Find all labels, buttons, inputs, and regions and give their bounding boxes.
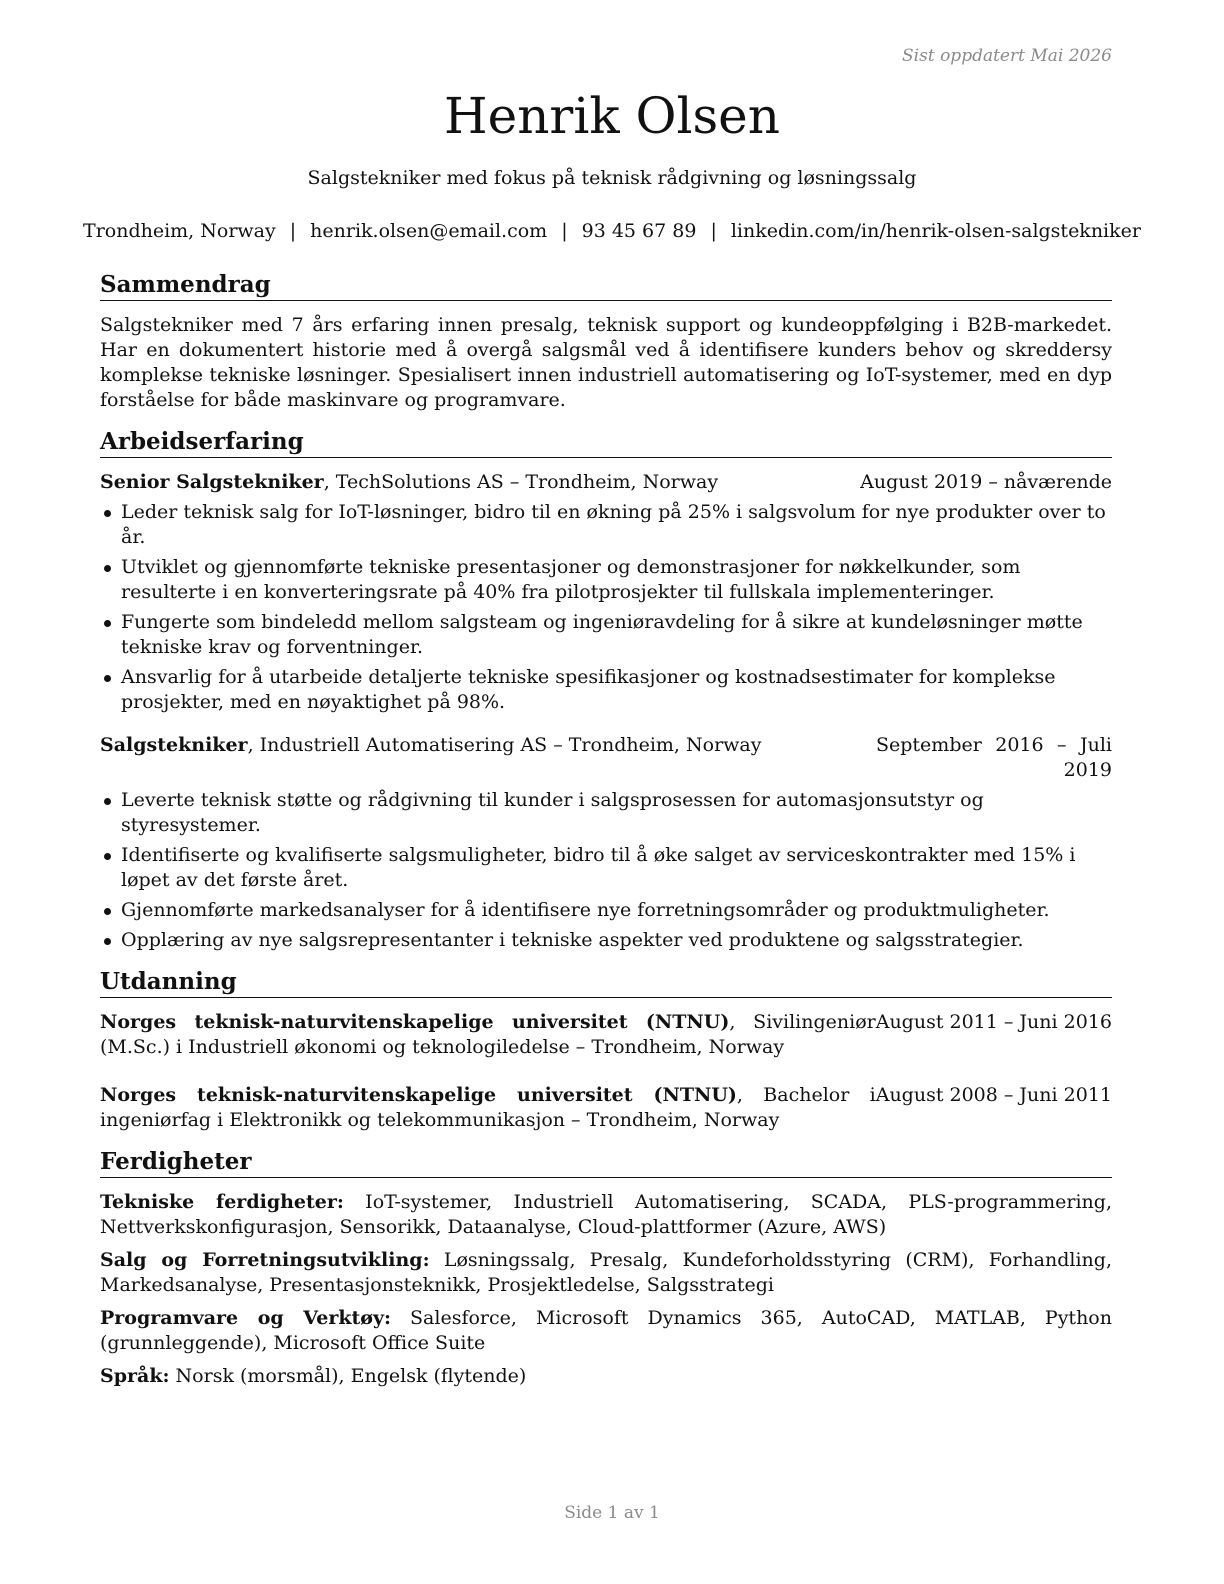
list-item: Utviklet og gjennomførte tekniske presentasjoner og demonstrasjoner for nøkkelkunder, som resulterte i en konverteringsrate på 40% fra pilotprosjekter til fullskala implementeringer. xyxy=(100,555,1112,605)
contact-separator: | xyxy=(710,220,717,242)
skill-value: IoT-systemer, Industriell Automatisering, SCADA, PLS-programmering, Nettverkskonfigurasjon, Sensorikk, Dataanalyse, Cloud-plattformer (Azure, AWS) xyxy=(100,1191,1112,1238)
skill-label: Salg og Forretningsutvikling: xyxy=(100,1249,430,1271)
job-dates: August 2019 – nåværende xyxy=(860,471,1112,493)
job-header xyxy=(100,733,1112,783)
contact-linkedin[interactable]: linkedin.com/in/henrik-olsen-salgstekniker xyxy=(730,220,1141,242)
job-role: Salgstekniker xyxy=(100,734,248,756)
experience-section xyxy=(100,427,1112,953)
skill-line xyxy=(100,1190,1112,1240)
education-text xyxy=(100,1010,876,1060)
job-entry xyxy=(100,733,1112,953)
education-dates: August 2008 – Juni 2011 xyxy=(875,1084,1112,1106)
skill-value: Norsk (morsmål), Engelsk (flytende) xyxy=(169,1365,527,1387)
list-item: Ansvarlig for å utarbeide detaljerte tekniske spesifikasjoner og kostnadsestimater for komplekse prosjekter, med en nøyaktighet på 98%. xyxy=(100,665,1112,715)
resume-content xyxy=(100,270,1112,1403)
skill-line xyxy=(100,1306,1112,1356)
job-title-line xyxy=(100,733,876,758)
education-detail: , Sivilingeniør (M.Sc.) i Industriell økonomi og teknologiledelse – Trondheim, Norway xyxy=(100,1011,876,1058)
list-item: Identifiserte og kvalifiserte salgsmuligheter, bidro til å øke salget av serviceskontrakter med 15% i løpet av det første året. xyxy=(100,843,1112,893)
job-header xyxy=(100,470,1112,495)
page-number: Side 1 av 1 xyxy=(564,1503,660,1523)
education-entry xyxy=(100,1083,1112,1133)
education-entry xyxy=(100,1010,1112,1060)
skill-label: Programvare og Verktøy: xyxy=(100,1307,392,1329)
candidate-name: Henrik Olsen xyxy=(444,87,780,145)
list-item: Opplæring av nye salgsrepresentanter i tekniske aspekter ved produktene og salgsstrategier. xyxy=(100,928,1112,953)
job-bullets xyxy=(100,500,1112,715)
education-school: Norges teknisk-naturvitenskapelige universitet (NTNU) xyxy=(100,1084,737,1106)
list-item: Leverte teknisk støtte og rådgivning til kunder i salgsprosessen for automasjonsutstyr og styresystemer. xyxy=(100,788,1112,838)
list-item: Leder teknisk salg for IoT-løsninger, bidro til en økning på 25% i salgsvolum for nye produkter over to år. xyxy=(100,500,1112,550)
tagline: Salgstekniker med fokus på teknisk rådgivning og løsningssalg xyxy=(307,167,917,189)
skills-section xyxy=(100,1147,1112,1389)
skill-line xyxy=(100,1364,1112,1389)
job-company: , Industriell Automatisering AS – Trondheim, Norway xyxy=(247,734,762,756)
education-school: Norges teknisk-naturvitenskapelige universitet (NTNU) xyxy=(100,1011,730,1033)
job-title-line xyxy=(100,470,860,495)
section-title-education: Utdanning xyxy=(100,967,1112,998)
skill-line xyxy=(100,1248,1112,1298)
contact-phone: 93 45 67 89 xyxy=(581,220,697,242)
education-detail: , Bachelor i ingeniørfag i Elektronikk og telekommunikasjon – Trondheim, Norway xyxy=(100,1084,876,1131)
skill-label: Tekniske ferdigheter: xyxy=(100,1191,344,1213)
job-company: , TechSolutions AS – Trondheim, Norway xyxy=(323,471,719,493)
education-section xyxy=(100,967,1112,1133)
job-role: Senior Salgstekniker xyxy=(100,471,324,493)
summary-section xyxy=(100,270,1112,413)
list-item: Fungerte som bindeledd mellom salgsteam og ingeniøravdeling for å sikre at kundeløsninger møtte tekniske krav og forventninger. xyxy=(100,610,1112,660)
contact-email[interactable]: henrik.olsen@email.com xyxy=(310,220,548,242)
job-bullets xyxy=(100,788,1112,953)
contact-location: Trondheim, Norway xyxy=(83,220,276,242)
list-item: Gjennomførte markedsanalyser for å identifisere nye forretningsområder og produktmuligheter. xyxy=(100,898,1112,923)
contact-separator: | xyxy=(561,220,568,242)
summary-text: Salgstekniker med 7 års erfaring innen presalg, teknisk support og kundeoppfølging i B2B-markedet. Har en dokumentert historie med å overgå salgsmål ved å identifisere kunders behov og skreddersy komplekse tekniske løsninger. Spesialisert innen industriell automatisering og IoT-systemer, med en dyp forståelse for både maskinvare og programvare. xyxy=(100,314,1112,411)
contact-line xyxy=(0,219,1224,244)
job-entry xyxy=(100,470,1112,715)
education-text xyxy=(100,1083,876,1133)
section-title-experience: Arbeidserfaring xyxy=(100,427,1112,458)
contact-separator: | xyxy=(289,220,297,242)
education-dates: August 2011 – Juni 2016 xyxy=(875,1011,1112,1033)
section-title-skills: Ferdigheter xyxy=(100,1147,1112,1178)
skill-value: Løsningssalg, Presalg, Kundeforholdsstyring (CRM), Forhandling, Markedsanalyse, Presentasjonsteknikk, Prosjektledelse, Salgsstrategi xyxy=(100,1249,1112,1296)
skill-value: Salesforce, Microsoft Dynamics 365, AutoCAD, MATLAB, Python (grunnleggende), Microsoft Office Suite xyxy=(100,1307,1112,1354)
last-updated: Sist oppdatert Mai 2026 xyxy=(902,46,1112,66)
section-title-summary: Sammendrag xyxy=(100,270,1112,301)
job-dates: September 2016 – Juli 2019 xyxy=(876,734,1112,781)
skill-label: Språk: xyxy=(100,1365,170,1387)
